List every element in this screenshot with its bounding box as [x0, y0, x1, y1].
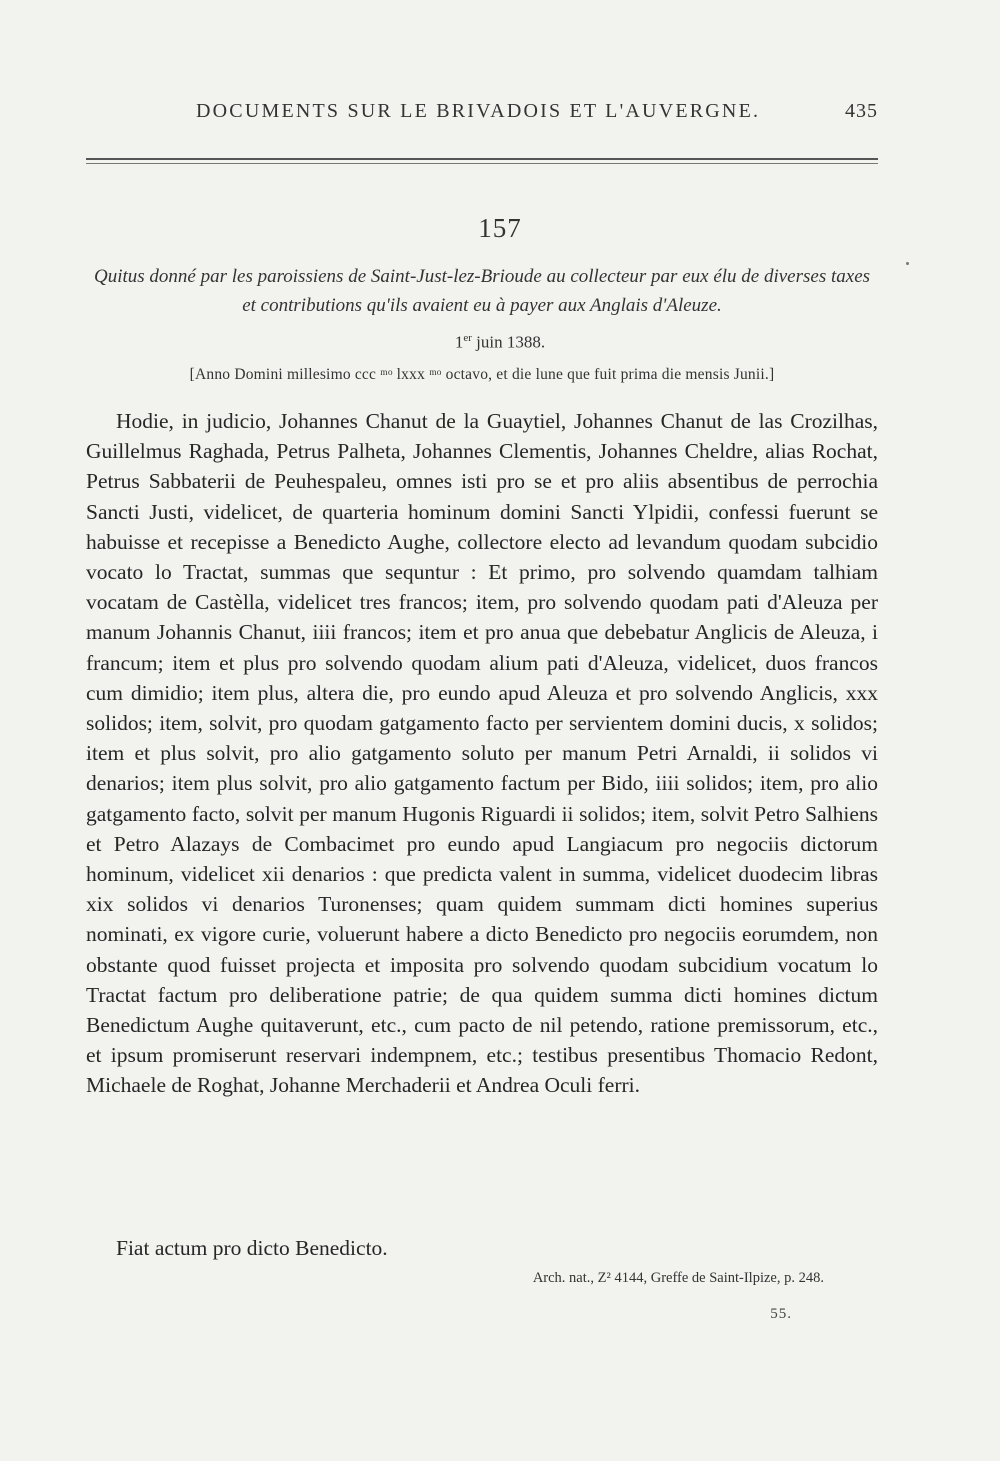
document-body	[86, 406, 878, 1101]
header-rule-thin	[86, 163, 878, 164]
latin-date: [Anno Domini millesimo ccc ᵐᵒ lxxx ᵐᵒ octavo, et die lune que fuit prima die mensis Junii.]	[189, 366, 775, 383]
running-title: DOCUMENTS SUR LE BRIVADOIS ET L'AUVERGNE.	[196, 100, 761, 122]
signature-mark: 55.	[770, 1306, 792, 1322]
closing-line: Fiat actum pro dicto Benedicto.	[116, 1236, 388, 1260]
page-number: 435	[845, 100, 878, 122]
running-header	[86, 100, 878, 132]
date-day: 1	[454, 332, 464, 352]
date-superscript: er	[463, 332, 472, 344]
paper-speck	[906, 262, 909, 265]
body-paragraph: Hodie, in judicio, Johannes Chanut de la Guaytiel, Johannes Chanut de las Crozilhas, Guillelmus Raghada, Petrus Palheta, Johannes Clementis, Johannes Cheldre, alias Rochat, Petrus Sabbaterii de Peuhespaleu, omnes isti pro se et pro aliis absentibus de perrochia Sancti Justi, videlicet, de quarteria hominum domini Sancti Ylpidii, confessi fuerunt se habuisse et recepisse a Benedicto Aughe, collectore electo ad levandum quodam subcidio vocato lo Tractat, summas que sequntur : Et primo, pro solvendo quamdam talhiam vocatam de Castèlla, videlicet tres francos; item, pro solvendo quodam pati d'Aleuza per manum Johannis Chanut, iiii francos; item et pro anua que debebatur Anglicis de Aleuza, i francum; item et plus pro solvendo quodam alium pati d'Aleuza, videlicet, duos francos cum dimidio; item plus, altera die, pro eundo apud Aleuza et pro solvendo Anglicis, xxx solidos; item, solvit, pro quodam gatgamento facto per servientem domini ducis, x solidos; item et plus solvit, pro alio gatgamento soluto per manum Petri Arnaldi, ii solidos vi denarios; item plus solvit, pro alio gatgamento factum per Bido, iiii solidos; item, pro alio gatgamento facto, solvit per manum Hugonis Riguardi ii solidos; item, solvit Petro Salhiens et Petro Alazays de Combacimet pro eundo apud Langiacum pro negociis dictorum hominum, videlicet xii denarios : que predicta valent in summa, videlicet duodecim libras xix solidos vi denarios Turonenses; quam quidem summam dicti homines superius nominati, ex vigore curie, voluerunt habere a dicto Benedicto pro negociis eorumdem, non obstante quod fuisset projecta et imposita pro solvendo quodam subcidium vocatum lo Tractat factum pro deliberatione patrie; de qua quidem summa dicti homines dictum Benedictum Aughe quitaverunt, etc., cum pacto de nil petendo, ratione premissorum, etc., et ipsum promiserunt reservari indempnem, etc.; testibus presentibus Thomacio Redont, Michaele de Roghat, Johanne Merchaderii et Andrea Oculi ferri.	[86, 409, 878, 1098]
document-date	[0, 332, 1000, 353]
date-rest: juin 1388.	[471, 332, 546, 352]
header-rule	[86, 158, 878, 160]
document-number: 157	[478, 213, 522, 243]
source-citation: Arch. nat., Z² 4144, Greffe de Saint-Ilpize, p. 248.	[532, 1270, 824, 1286]
summary-line-1: Quitus donné par les paroissiens de Saint-Just-lez-Brioude au collecteur par eux élu de diverses taxes	[93, 266, 871, 287]
summary-line-2: et contributions qu'ils avaient eu à payer aux Anglais d'Aleuze.	[242, 295, 722, 316]
document-summary	[86, 262, 878, 320]
